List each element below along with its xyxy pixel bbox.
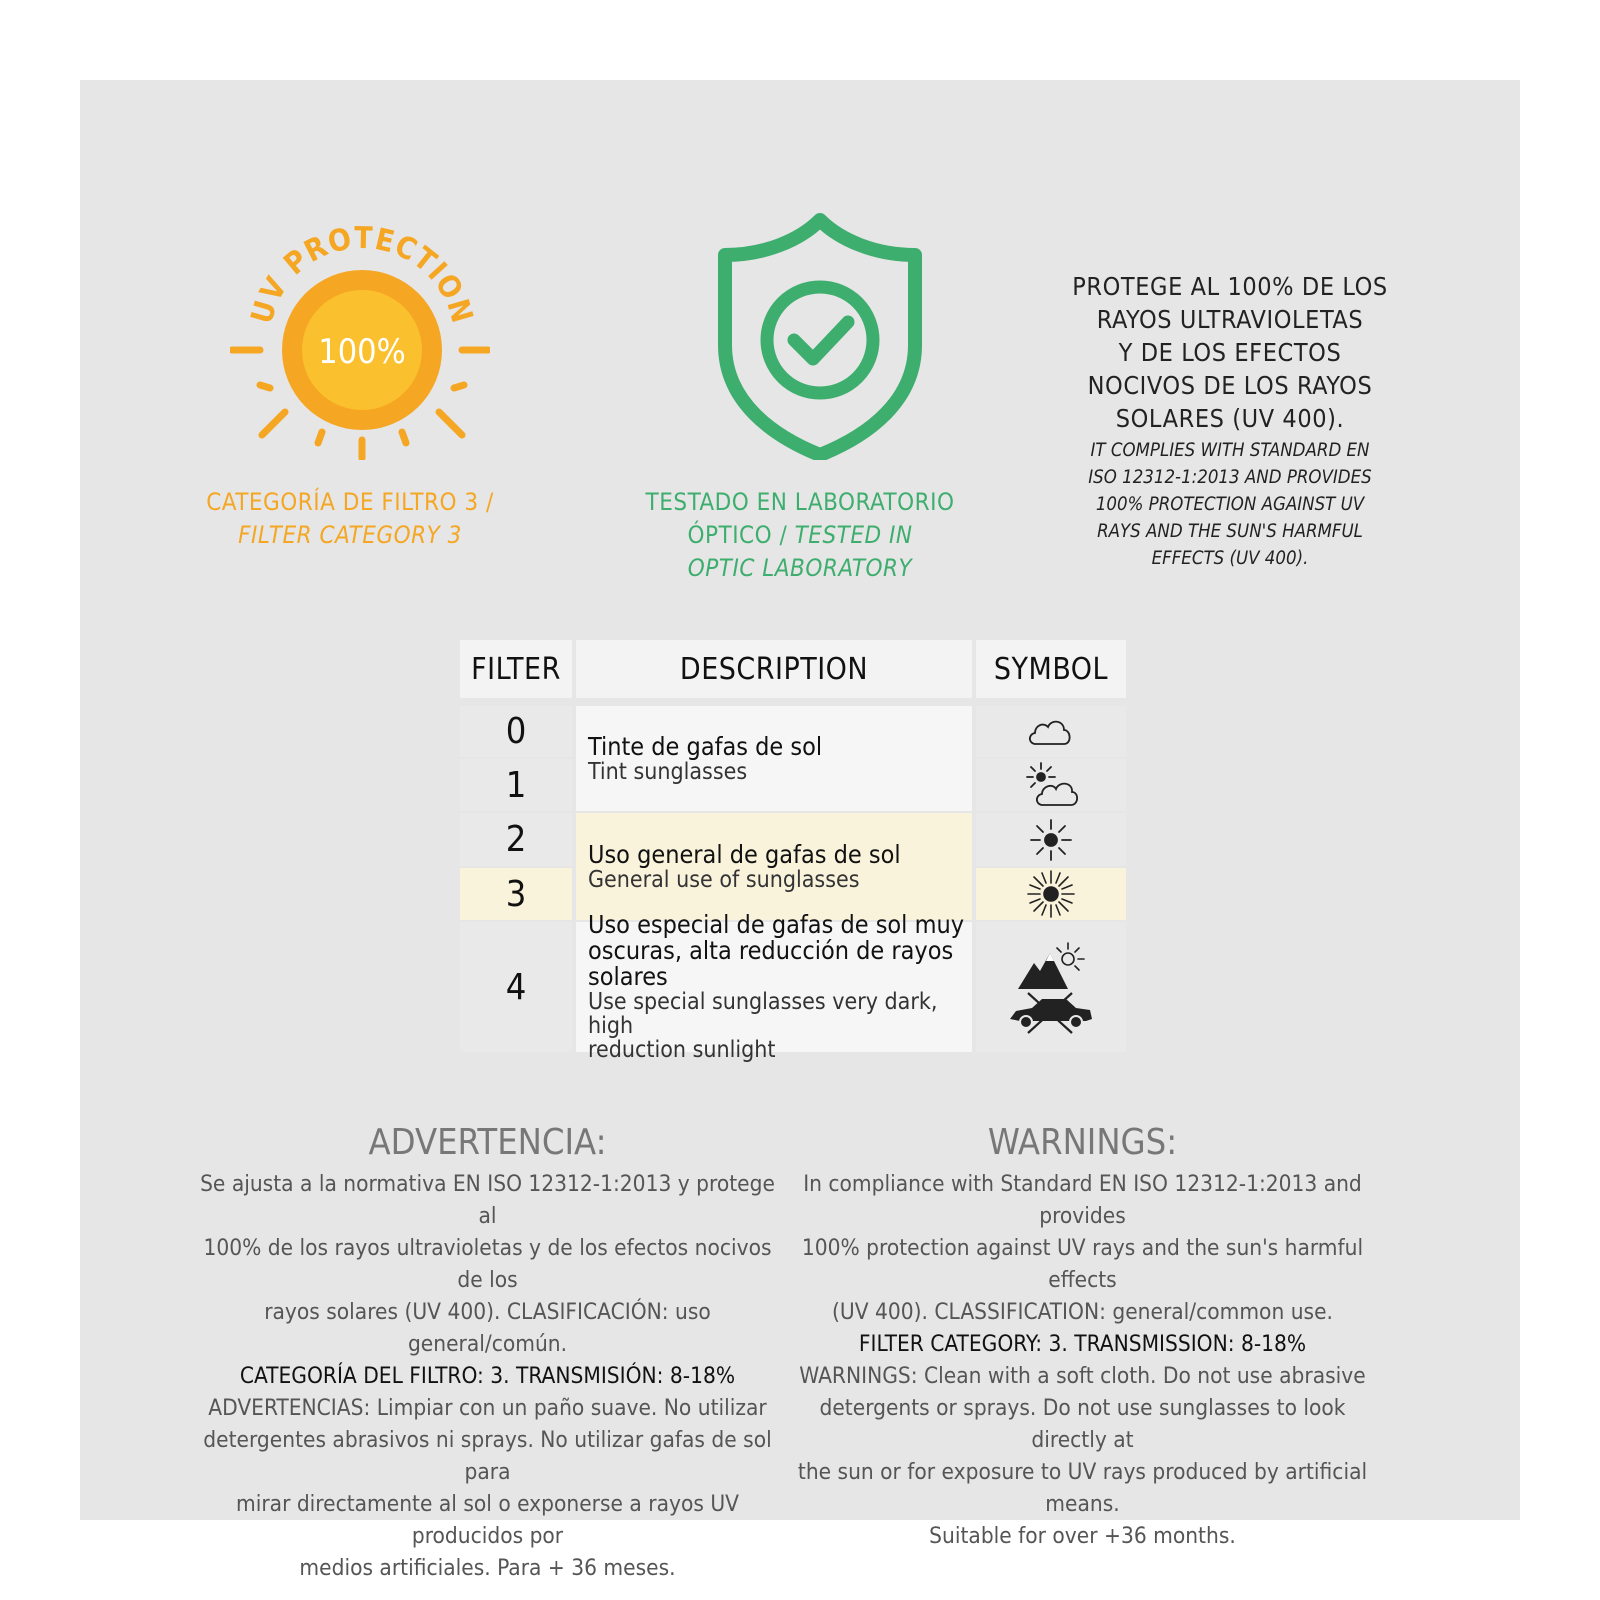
description-tint	[576, 706, 972, 811]
lab-es-line2: ÓPTICO /	[687, 521, 795, 549]
warning-es-line: 100% de los rayos ultravioletas y de los efectos nocivos de los	[203, 1235, 772, 1293]
strong-sun-icon	[1024, 869, 1078, 919]
filter-cell-4	[460, 922, 572, 1052]
filter-number: 4	[505, 966, 527, 1008]
filter-cell-1	[460, 759, 572, 811]
protection-es-line: RAYOS ULTRAVIOLETAS	[1096, 305, 1364, 334]
warning-en-line: detergents or sprays. Do not use sunglasses to look directly at	[819, 1395, 1346, 1453]
warning-es-line: medios artificiales. Para + 36 meses.	[299, 1555, 676, 1581]
header-description: DESCRIPTION	[576, 640, 972, 698]
no-driving-icon	[1006, 991, 1096, 1035]
filter-cell-3	[460, 868, 572, 920]
filter-number: 3	[505, 873, 527, 915]
warning-en-line: In compliance with Standard EN ISO 12312-1:2013 and provides	[803, 1171, 1362, 1229]
protection-en-line: IT COMPLIES WITH STANDARD EN	[1090, 440, 1370, 461]
warning-title-es: ADVERTENCIA:	[368, 1122, 607, 1163]
protection-en-line: ISO 12312-1:2013 AND PROVIDES	[1088, 467, 1372, 488]
filter-cell-0	[460, 706, 572, 757]
symbol-cell-0	[976, 706, 1126, 757]
lab-es-line1: TESTADO EN LABORATORIO	[645, 488, 955, 516]
warning-en-line: (UV 400). CLASSIFICATION: general/common use.	[832, 1299, 1333, 1325]
warning-en-line: FILTER CATEGORY: 3. TRANSMISSION: 8-18%	[858, 1331, 1307, 1357]
lab-en-line2: TESTED IN	[794, 521, 913, 549]
description-en: General use of sunglasses	[588, 866, 860, 893]
protection-es-line: NOCIVOS DE LOS RAYOS	[1087, 371, 1373, 400]
cloud-icon	[1026, 714, 1076, 750]
description-general	[576, 813, 972, 920]
warning-es-line: ADVERTENCIAS: Limpiar con un paño suave. No utilizar	[208, 1395, 767, 1421]
symbol-cell-4	[976, 922, 1126, 1052]
filter-category-caption	[160, 486, 540, 552]
description-es: Tinte de gafas de sol	[588, 731, 823, 761]
mountain-sun-icon	[1016, 939, 1086, 991]
uv-percent: 100%	[318, 332, 406, 372]
filter-cell-2	[460, 813, 572, 866]
description-en-line: reduction sunlight	[588, 1037, 776, 1063]
lab-caption	[600, 486, 1000, 585]
description-special	[576, 910, 972, 1063]
protection-en-line: EFFECTS (UV 400).	[1151, 548, 1309, 569]
protection-es-line: PROTEGE AL 100% DE LOS	[1072, 272, 1388, 301]
warning-en-line: the sun or for exposure to UV rays produced by artificial means.	[797, 1459, 1368, 1517]
header-filter: FILTER	[460, 640, 572, 698]
warning-body-en	[785, 1168, 1380, 1552]
header-symbol: SYMBOL	[976, 640, 1126, 698]
description-en: Tint sunglasses	[588, 758, 748, 785]
sun-icon	[1026, 817, 1076, 863]
protection-en-line: 100% PROTECTION AGAINST UV	[1095, 494, 1365, 515]
filter-number: 2	[505, 819, 527, 860]
uv-protection-badge-icon	[230, 200, 490, 460]
filter-category-es: CATEGORÍA DE FILTRO 3 /	[206, 488, 494, 516]
protection-en-line: RAYS AND THE SUN'S HARMFUL	[1097, 521, 1363, 542]
sun-cloud-icon	[1023, 761, 1079, 809]
filter-number: 1	[505, 764, 527, 806]
protection-es-line: SOLARES (UV 400).	[1115, 404, 1345, 433]
protection-es-line: Y DE LOS EFECTOS	[1118, 338, 1342, 367]
warning-title-en: WARNINGS:	[987, 1122, 1178, 1163]
symbol-cell-2	[976, 813, 1126, 866]
info-panel	[80, 80, 1520, 1581]
lab-en-line3: OPTIC LABORATORY	[687, 554, 913, 582]
protection-text-en	[1040, 437, 1420, 572]
symbol-cell-3	[976, 868, 1126, 920]
shield-check-icon	[710, 210, 930, 460]
warning-en-line: WARNINGS: Clean with a soft cloth. Do not use abrasive	[799, 1363, 1366, 1389]
warning-en-line: Suitable for over +36 months.	[929, 1523, 1236, 1549]
filter-category-en: FILTER CATEGORY 3	[238, 521, 462, 549]
warning-es-line: Se ajusta a la normativa EN ISO 12312-1:2013 y protege al	[200, 1171, 775, 1229]
warning-es-line: mirar directamente al sol o exponerse a rayos UV producidos por	[236, 1491, 739, 1549]
warning-es-line: CATEGORÍA DEL FILTRO: 3. TRANSMISIÓN: 8-18%	[239, 1363, 736, 1389]
description-es-line: oscuras, alta reducción de rayos solares	[588, 936, 954, 991]
svg-text:UV PROTECTION: UV PROTECTION	[244, 220, 480, 328]
warning-es-line: detergentes abrasivos ni sprays. No utilizar gafas de sol para	[203, 1427, 772, 1485]
warning-en-line: 100% protection against UV rays and the sun's harmful effects	[801, 1235, 1364, 1293]
description-es-line: Uso especial de gafas de sol muy	[588, 910, 965, 939]
warning-body-es	[195, 1168, 780, 1584]
description-en-line: Use special sunglasses very dark, high	[588, 989, 938, 1039]
description-es: Uso general de gafas de sol	[588, 839, 901, 869]
filter-number: 0	[505, 711, 527, 752]
symbol-cell-1	[976, 759, 1126, 811]
warning-es-line: rayos solares (UV 400). CLASIFICACIÓN: uso general/común.	[264, 1299, 711, 1357]
protection-text-es	[1040, 270, 1420, 435]
